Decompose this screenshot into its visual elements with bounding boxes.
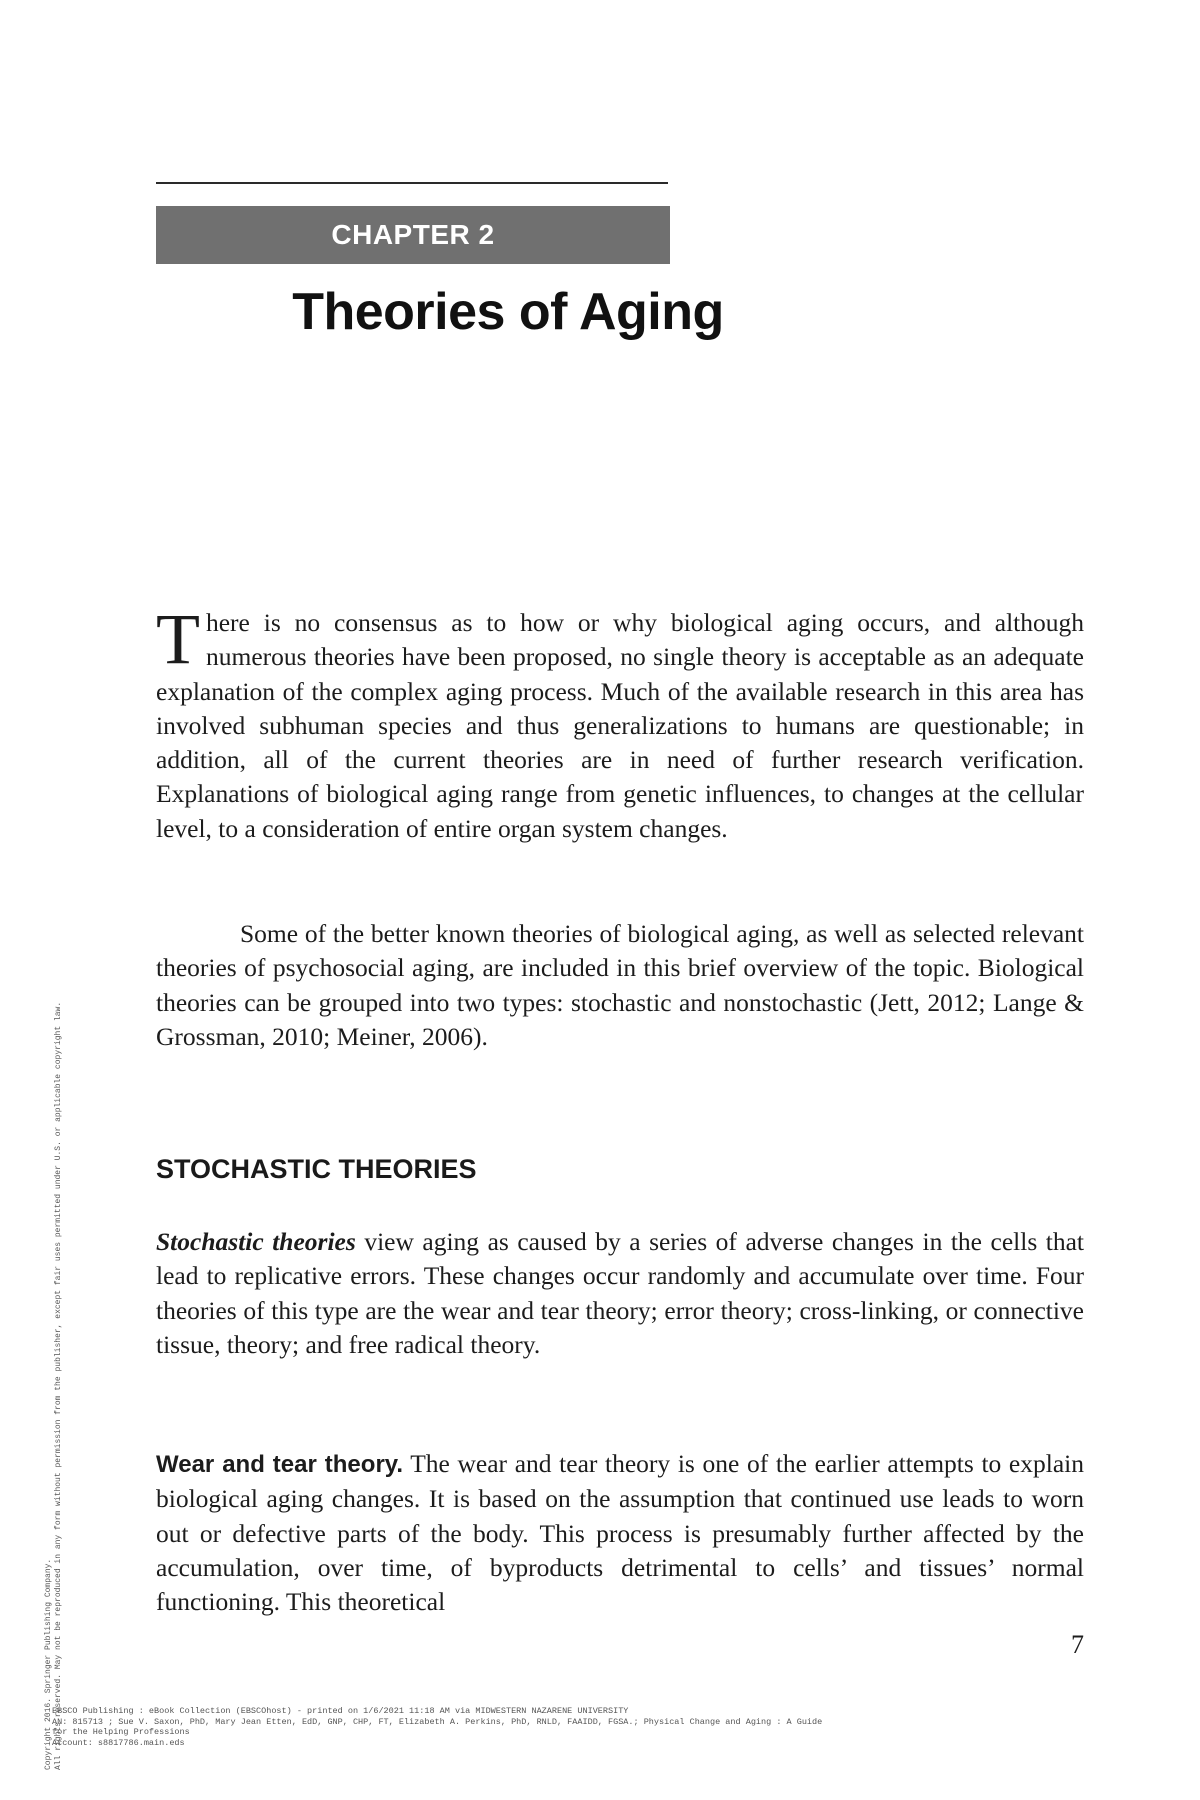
page-number: 7 [1071, 1630, 1084, 1659]
drop-cap: T [156, 599, 200, 679]
wear-and-tear-paragraph-text: The wear and tear theory is one of the earlier attempts to explain biological aging changes. It is based on the assumption that continued use leads to worn out or defective parts of the body. This process is presumably further affected by the accumulation, over time, of byproducts detrimental to cells’ and tissues’ normal functioning. This theoretical [156, 1449, 1084, 1617]
stochastic-paragraph-text: view aging as caused by a series of adverse changes in the cells that lead to replicative errors. These changes occur randomly and accumulate over time. Four theories of this type are the wear and tear theory; error theory; cross-linking, or connective tissue, theory; and free radical theory. [156, 1227, 1085, 1359]
copyright-side-note [44, 550, 64, 1770]
wear-and-tear-lead-term: Wear and tear theory. [156, 1451, 404, 1478]
chapter-label: CHAPTER 2 [331, 219, 495, 250]
wear-and-tear-paragraph [156, 1447, 1084, 1619]
chapter-top-rule [156, 182, 668, 184]
section-heading-stochastic: STOCHASTIC THEORIES [156, 1154, 477, 1184]
chapter-label-bar [156, 206, 670, 264]
footer-line-1: EBSCO Publishing : eBook Collection (EBSCOhost) - printed on 1/6/2021 11:18 AM via MIDWESTERN NAZARENE UNIVERSITY [52, 1706, 629, 1716]
intro-paragraph-1 [156, 599, 1084, 846]
footer-line-2: AN: 815713 ; Sue V. Saxon, PhD, Mary Jean Etten, EdD, GNP, CHP, FT, Elizabeth A. Perkins, PhD, RNLD, FAAIDD, FGSA.; Physical Change and Aging : A Guide [52, 1716, 823, 1727]
stochastic-lead-term: Stochastic theories [156, 1227, 356, 1256]
stochastic-paragraph [156, 1225, 1084, 1362]
intro-paragraph-2: Some of the better known theories of biological aging, as well as selected relevant theories of psychosocial aging, are included in this brief overview of the topic. Biological theories can be grouped into two types: stochastic and nonstochastic (Jett, 2012; Lange & Grossman, 2010; Meiner, 2006). [156, 919, 1084, 1051]
copyright-line-2: All rights reserved. May not be reproduced in any form without permission from the publisher, except fair uses permitted under U.S. or applicable copyright law. [54, 1001, 63, 1770]
copyright-line-1: Copyright 2016. Springer Publishing Company. [44, 1558, 53, 1770]
ebsco-footer [52, 1706, 1182, 1748]
footer-line-3: for the Helping Professions [52, 1727, 190, 1737]
intro-paragraph-1-text: here is no consensus as to how or why biological aging occurs, and although numerous theories have been proposed, no single theory is acceptable as an adequate explanation of the complex aging process. Much of the available research in this area has involved subhuman species and thus generalizations to humans are questionable; in addition, all of the current theories are in need of further research verification. Explanations of biological aging range from genetic influences, to changes at the cellular level, to a consideration of entire organ system changes. [156, 608, 1084, 843]
chapter-title: Theories of Aging [292, 283, 724, 341]
footer-line-4: Account: s8817786.main.eds [52, 1737, 185, 1748]
